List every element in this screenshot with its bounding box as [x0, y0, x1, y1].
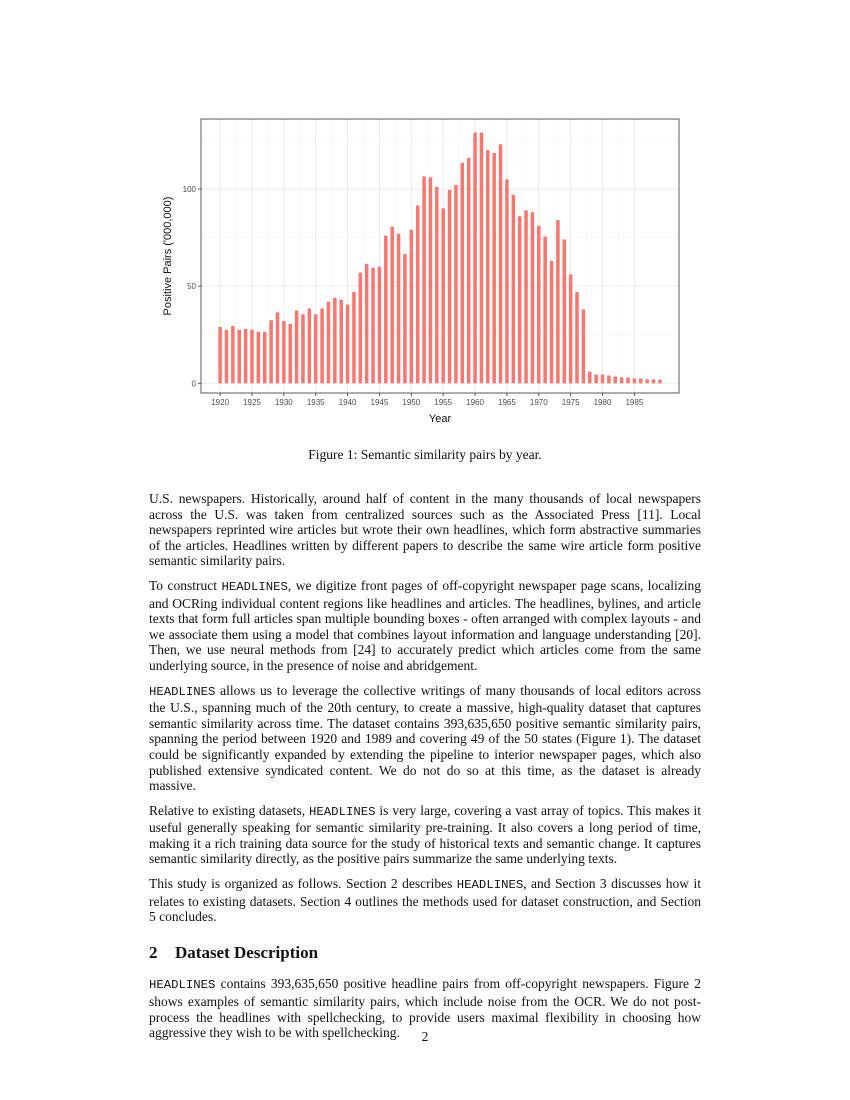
bar-1954 — [435, 187, 439, 383]
bar-1988 — [652, 379, 656, 383]
bar-1963 — [492, 153, 496, 383]
dataset-name: HEADLINES — [309, 804, 376, 819]
y-tick-label: 50 — [187, 282, 196, 292]
bar-1933 — [301, 314, 305, 383]
text-run: This study is organized as follows. Section 2 describes — [149, 876, 457, 892]
bar-1928 — [269, 320, 273, 383]
dataset-name: HEADLINES — [221, 579, 288, 594]
text-run: contains 393,635,650 positive headline pairs from off-copyright newspapers. Figure 2 shows examples of semantic similarity pairs, which include noise from the OCR. We do not post-process the headlines with spellchecking, to provide users maximal flexibility in choosing how aggressive they wish to be with spellchecking. — [149, 976, 701, 1041]
bar-1960 — [473, 133, 477, 384]
x-tick-label: 1970 — [529, 398, 548, 407]
bar-1946 — [384, 236, 388, 384]
bar-1953 — [429, 177, 433, 383]
text-run: To construct — [149, 577, 222, 593]
bar-1989 — [658, 380, 662, 383]
x-tick-label: 1975 — [561, 398, 580, 407]
bar-1979 — [594, 375, 598, 384]
text-run: , and Section 3 discusses how it relates to existing datasets. Section 4 outlines the methods used for dataset construction, and Section 5 concludes. — [149, 876, 701, 925]
x-tick-label: 1945 — [370, 398, 389, 407]
bar-1967 — [518, 216, 522, 383]
bar-1973 — [556, 220, 560, 383]
bar-1949 — [403, 254, 407, 383]
section-heading — [149, 942, 701, 962]
intro-paragraph — [149, 491, 701, 569]
x-tick-label: 1955 — [434, 398, 453, 407]
bar-1924 — [244, 329, 248, 383]
bar-1922 — [231, 326, 235, 383]
text-run: , we digitize front pages of off-copyright newspaper page scans, localizing and OCRing individual content regions like headlines and articles. The headlines, bylines, and article texts that form full articles span multiple bounding boxes - often arranged with complex layouts - and we associate them using a model that combines layout information and language understanding [20]. Then, we use neural methods from [24] to accurately predict which articles come from the same underlying source, in the presence of noise and abridgement. — [149, 577, 701, 673]
bar-1957 — [454, 185, 458, 383]
bar-1964 — [499, 144, 503, 383]
bar-1929 — [276, 312, 280, 383]
bar-1944 — [371, 268, 375, 384]
bar-1975 — [569, 274, 573, 383]
bar-1927 — [263, 332, 267, 383]
x-tick-label: 1935 — [306, 398, 325, 407]
bar-1941 — [352, 292, 356, 383]
y-tick-label: 100 — [182, 184, 196, 194]
dataset-name: HEADLINES — [456, 878, 524, 893]
x-tick-label: 1930 — [274, 398, 293, 407]
x-tick-label: 1920 — [211, 398, 230, 407]
bar-1920 — [218, 327, 222, 383]
bar-1978 — [588, 372, 592, 384]
bar-1971 — [543, 237, 547, 384]
bar-1966 — [512, 195, 516, 383]
bar-1968 — [524, 210, 528, 383]
bar-1936 — [320, 308, 324, 383]
bar-1976 — [575, 292, 579, 383]
y-axis-title: Positive Pairs ('000,000) — [162, 196, 174, 316]
intro-paragraph — [149, 803, 701, 867]
bar-1925 — [250, 330, 254, 383]
bar-1950 — [410, 230, 414, 384]
body-text — [149, 491, 701, 1050]
bar-1945 — [378, 267, 382, 384]
text-run: Relative to existing datasets, — [149, 802, 310, 818]
x-tick-label: 1985 — [625, 398, 644, 407]
intro-paragraph — [149, 683, 701, 794]
bar-1959 — [467, 158, 471, 383]
x-tick-label: 1950 — [402, 398, 421, 407]
bar-1961 — [480, 133, 484, 384]
intro-paragraph — [149, 876, 701, 925]
bar-1930 — [282, 321, 286, 383]
bar-1942 — [359, 273, 363, 384]
bar-1947 — [390, 227, 394, 383]
bar-1982 — [614, 376, 618, 383]
bar-1972 — [550, 261, 554, 383]
bar-1952 — [422, 176, 426, 383]
y-tick-label: 0 — [191, 379, 196, 389]
intro-paragraphs — [149, 491, 701, 925]
bar-1962 — [486, 150, 490, 383]
bar-1970 — [537, 226, 541, 383]
x-axis-title: Year — [428, 413, 452, 425]
bar-1951 — [416, 205, 420, 383]
bar-1987 — [645, 379, 649, 383]
bar-1940 — [346, 305, 350, 384]
text-run: U.S. newspapers. Historically, around half of content in the many thousands of local newspapers across the U.S. was taken from centralized sources such as the Associated Press [11]. Local newspapers reprinted wire articles but wrote their own headlines, which form abstractive summaries of the articles. Headlines written by different papers to describe the same wire article form positive semantic similarity pairs. — [149, 491, 701, 569]
bar-1956 — [448, 190, 452, 383]
text-run: allows us to leverage the collective writings of many thousands of local editors across the U.S., spanning much of the 20th century, to create a massive, high-quality dataset that captures semantic similarity across time. The dataset contains 393,635,650 positive semantic similarity pairs, spanning the period between 1920 and 1989 and covering 49 of the 50 states (Figure 1). The dataset could be significantly expanded by extending the pipeline to interior newspaper pages, which also published extensive syndicated content. We do not do so at this time, as the dataset is already massive. — [149, 682, 701, 794]
bar-1980 — [601, 375, 605, 384]
bar-1983 — [620, 377, 624, 383]
bar-1958 — [461, 163, 465, 384]
bar-1934 — [308, 308, 312, 383]
section-number: 2 — [149, 942, 158, 962]
dataset-name: HEADLINES — [149, 978, 216, 993]
figure-caption: Figure 1: Semantic similarity pairs by year. — [308, 447, 542, 462]
bar-1935 — [314, 314, 318, 383]
bar-1977 — [582, 309, 586, 383]
bar-1984 — [626, 377, 630, 383]
bar-1981 — [607, 376, 611, 384]
bar-1986 — [639, 378, 643, 383]
bar-1921 — [225, 330, 229, 383]
dataset-name: HEADLINES — [149, 684, 216, 699]
bar-1937 — [327, 302, 331, 384]
section-title: Dataset Description — [175, 942, 319, 962]
bar-1974 — [563, 239, 567, 383]
page-number: 2 — [421, 1029, 429, 1044]
x-tick-label: 1925 — [243, 398, 261, 407]
x-tick-label: 1980 — [593, 398, 612, 407]
bar-1943 — [365, 264, 369, 384]
bar-1985 — [633, 378, 637, 383]
x-tick-label: 1960 — [466, 398, 484, 407]
x-tick-label: 1965 — [498, 398, 516, 407]
bar-1969 — [531, 212, 535, 383]
x-tick-label: 1940 — [338, 398, 357, 407]
bar-1926 — [257, 332, 261, 383]
bar-1939 — [339, 300, 343, 384]
bar-1932 — [295, 310, 299, 383]
text-run: is very large, covering a vast array of topics. This makes it useful generally speaking for semantic similarity pre-training. It also covers a long period of time, making it a rich training data source for the study of historical texts and semantic change. It captures semantic similarity directly, as the positive pairs summarize the same underlying texts. — [149, 802, 701, 867]
bar-1938 — [333, 298, 337, 384]
bar-1965 — [505, 179, 509, 383]
figure-1-bar-chart — [140, 108, 700, 438]
bar-1931 — [288, 324, 292, 383]
bar-1948 — [397, 234, 401, 384]
intro-paragraph — [149, 578, 701, 674]
bar-1955 — [441, 208, 445, 383]
bar-1923 — [237, 330, 241, 383]
